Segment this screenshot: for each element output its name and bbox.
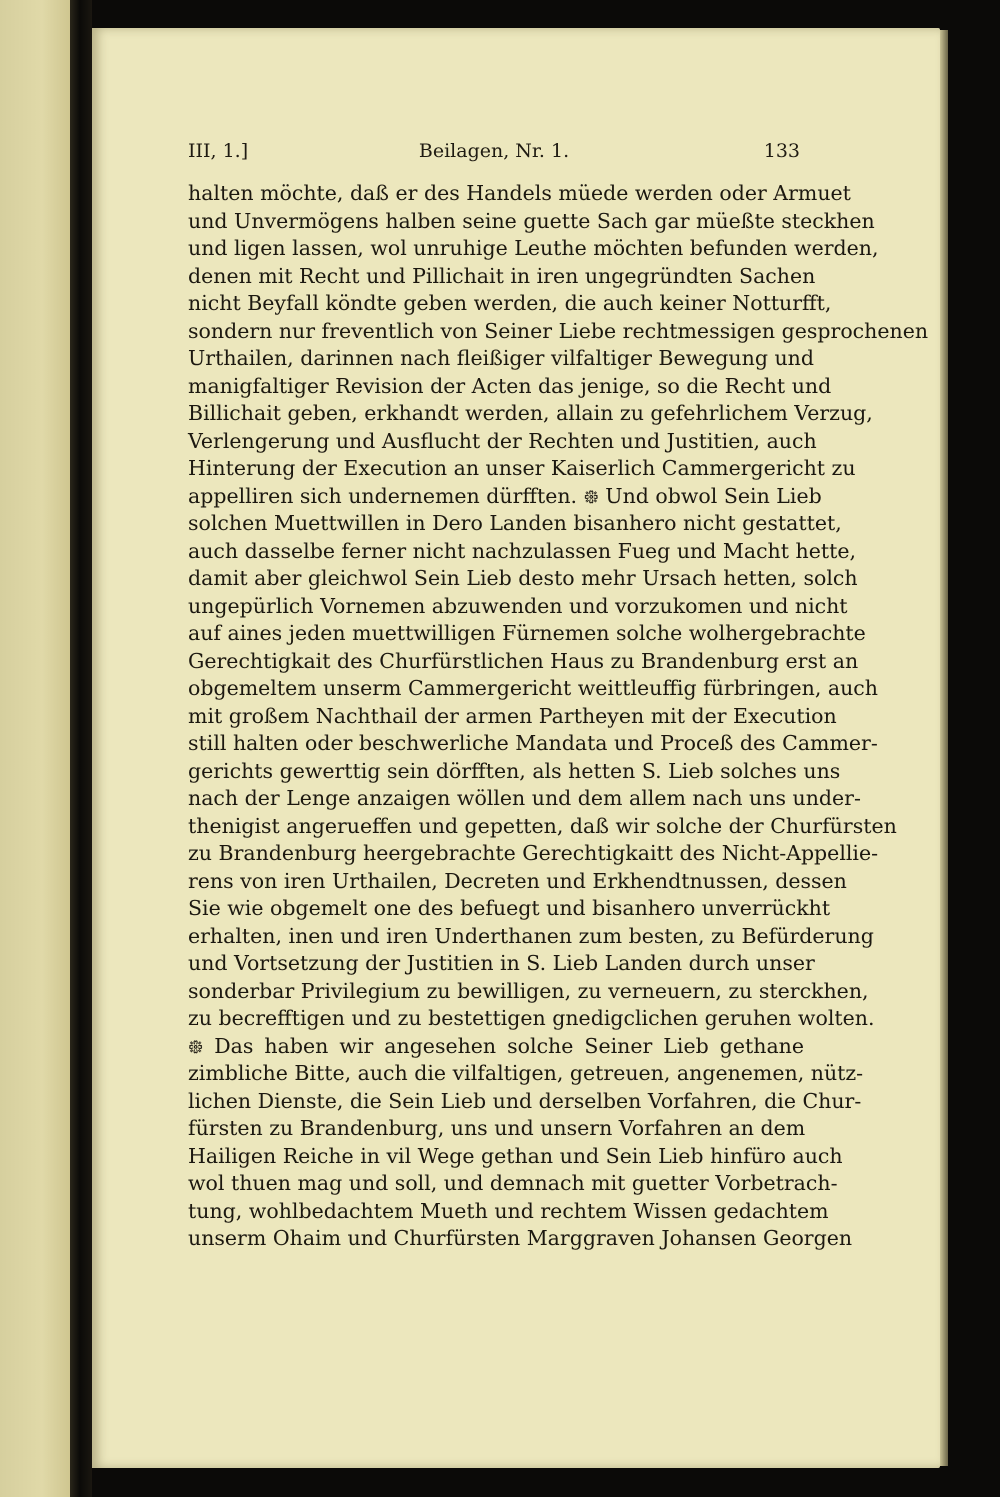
text-line: und Unvermögens halben seine guette Sach gar müeßte steckhen — [188, 208, 875, 233]
text-line: auf aines jeden muettwilligen Fürnemen solche wolhergebrachte — [188, 621, 866, 645]
text-line: solchen Muettwillen in Dero Landen bisanhero nicht gestattet, — [188, 511, 842, 535]
text-line: still halten oder beschwerliche Mandata und Proceß des Cammer- — [188, 731, 878, 755]
left-page-edge — [0, 0, 70, 1497]
page-edge — [940, 30, 948, 1466]
text-line: nicht Beyfall köndte geben werden, die auch keiner Notturfft, — [188, 291, 832, 315]
text-line: unserm Ohaim und Churfürsten Marggraven Johansen Georgen — [188, 1226, 853, 1250]
text-line: obgemeltem unserm Cammergericht weittleuffig fürbringen, auch — [188, 676, 878, 700]
text-line: zu Brandenburg heergebrachte Gerechtigkaitt des Nicht-Appellie- — [188, 841, 879, 865]
text-line: Gerechtigkait des Churfürstlichen Haus zu Brandenburg erst an — [188, 648, 859, 673]
text-line: denen mit Recht und Pillichait in iren ungegründten Sachen — [188, 263, 816, 288]
running-title: Beilagen, Nr. 1. — [418, 140, 570, 162]
text-line: ᪥ Das haben wir angesehen solche Seiner Lieb gethane — [188, 1033, 804, 1058]
text-line: zu becrefftigen und zu bestettigen gnedigclichen geruhen wolten. — [188, 1006, 875, 1030]
text-line: tung, wohlbedachtem Mueth und rechtem Wissen gedachtem — [188, 1198, 829, 1223]
text-line: nach der Lenge anzaigen wöllen und dem allem nach uns under- — [188, 786, 861, 810]
running-header — [188, 140, 800, 172]
text-line: thenigist angerueffen und gepetten, daß wir solche der Churfürsten — [188, 813, 897, 838]
text-line: Urthailen, darinnen nach fleißiger vilfaltiger Bewegung und — [188, 346, 814, 370]
text-line: fürsten zu Brandenburg, uns und unsern Vorfahren an dem — [188, 1116, 806, 1140]
text-line: lichen Dienste, die Sein Lieb und derselben Vorfahren, die Chur- — [188, 1088, 862, 1113]
text-line: rens von iren Urthailen, Decreten und Erkhendtnussen, dessen — [188, 868, 847, 893]
text-line: appelliren sich undernemen dürfften. ᪥ Und obwol Sein Lieb — [188, 483, 822, 508]
text-line: manigfaltiger Revision der Acten das jenige, so die Recht und — [188, 373, 832, 398]
text-line: Hinterung der Execution an unser Kaiserlich Cammergericht zu — [188, 456, 856, 480]
text-line: und ligen lassen, wol unruhige Leuthe möchten befunden werden, — [188, 236, 879, 260]
text-line: Sie wie obgemelt one des befuegt und bisanhero unverrückht — [188, 896, 831, 920]
page-number: 133 — [763, 140, 800, 162]
text-line: damit aber gleichwol Sein Lieb desto mehr Ursach hetten, solch — [188, 566, 858, 590]
text-line: Billichait geben, erkhandt werden, allain zu gefehrlichem Verzug, — [188, 401, 873, 425]
text-line: Verlengerung und Ausflucht der Rechten und Justitien, auch — [188, 428, 817, 453]
section-reference: III, 1.] — [188, 140, 249, 162]
body-text — [188, 180, 929, 1253]
text-line: auch dasselbe ferner nicht nachzulassen Fueg und Macht hette, — [188, 538, 856, 563]
text-line: zimbliche Bitte, auch die vilfaltigen, getreuen, angenemen, nütz- — [188, 1061, 864, 1085]
text-line: sonderbar Privilegium zu bewilligen, zu verneuern, zu sterckhen, — [188, 978, 869, 1003]
text-line: ungepürlich Vornemen abzuwenden und vorzukomen und nicht — [188, 593, 848, 618]
text-line: mit großem Nachthail der armen Partheyen mit der Execution — [188, 703, 837, 728]
text-line: Hailigen Reiche in vil Wege gethan und Sein Lieb hinfüro auch — [188, 1143, 843, 1168]
text-line: wol thuen mag und soll, und demnach mit guetter Vorbetrach- — [188, 1171, 838, 1195]
text-line: sondern nur freventlich von Seiner Liebe rechtmessigen gesprochenen — [188, 318, 929, 343]
text-line: gerichts gewerttig sein dörfften, als hetten S. Lieb solches uns — [188, 758, 841, 783]
text-line: halten möchte, daß er des Handels müede werden oder Armuet — [188, 181, 851, 205]
text-line: erhalten, inen und iren Underthanen zum besten, zu Befürderung — [188, 923, 874, 948]
text-line: und Vortsetzung der Justitien in S. Lieb Landen durch unser — [188, 951, 815, 975]
book-gutter — [70, 0, 92, 1497]
